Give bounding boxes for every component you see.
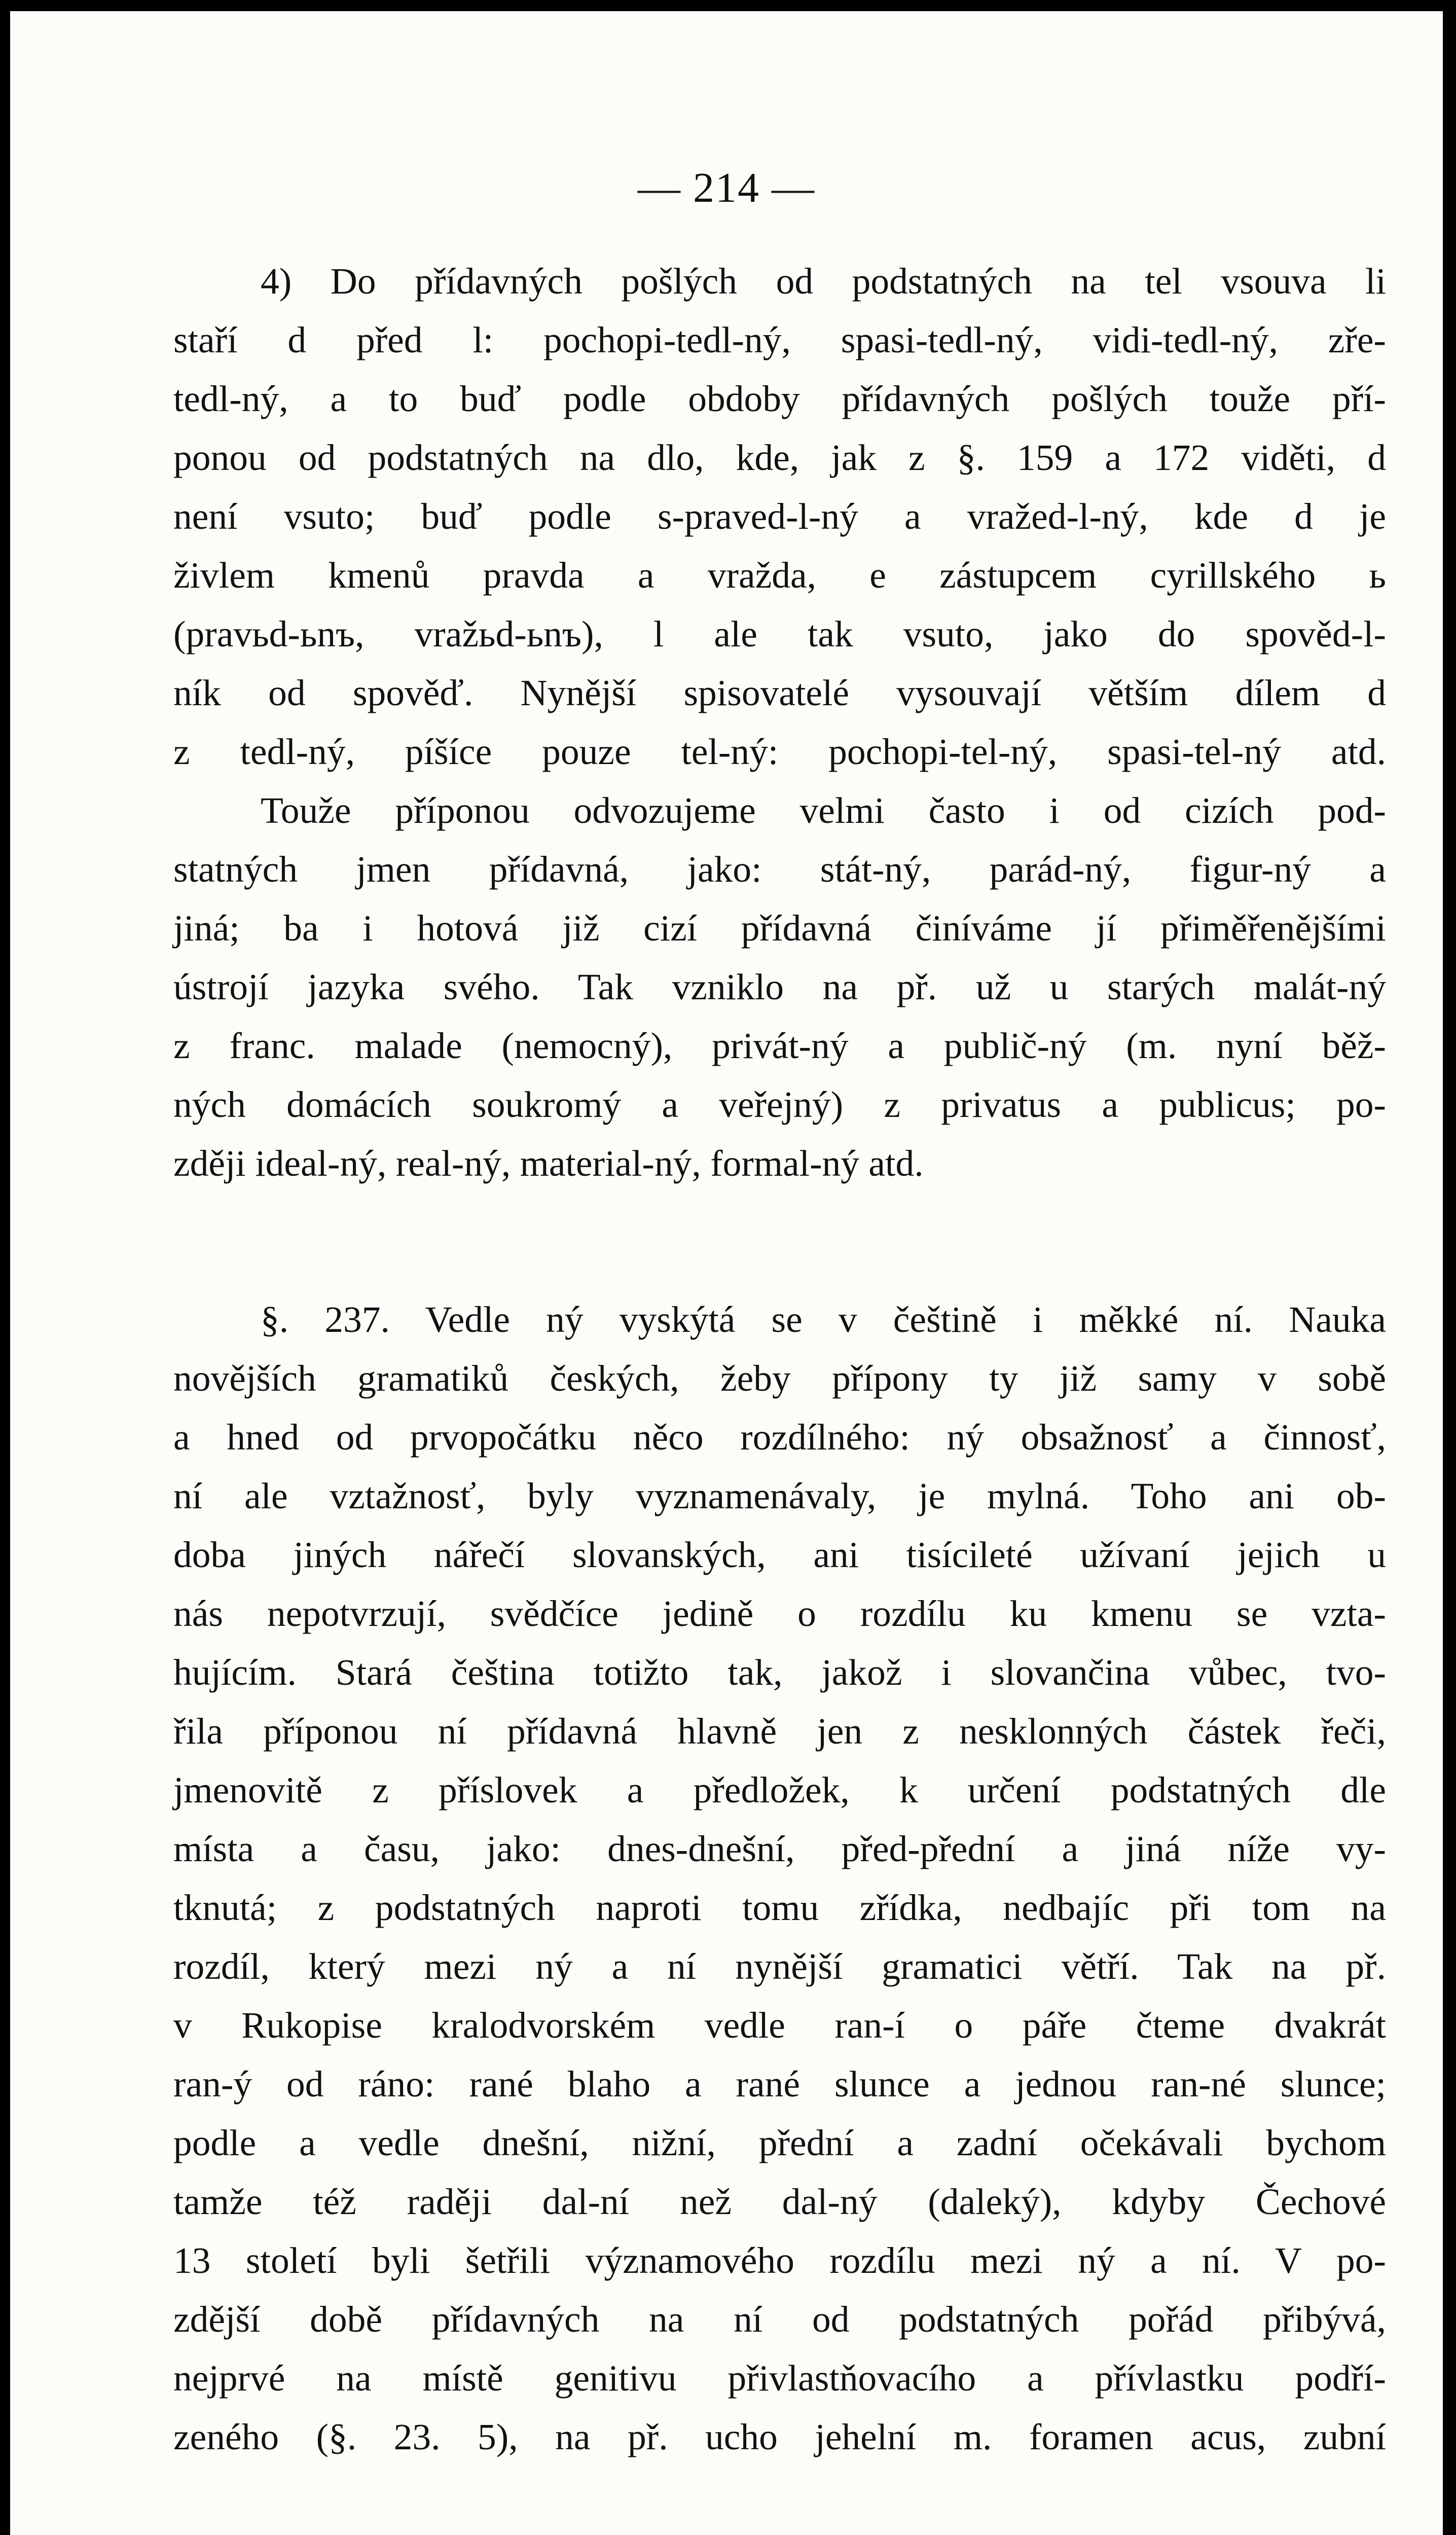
text-line: 13 století byli šetřili významového rozdílu mezi ný a ní. V po- <box>173 2240 1386 2281</box>
text-line: statných jmen přídavná, jako: stát-ný, parád-ný, figur-ný a <box>173 849 1386 890</box>
text-line: není vsuto; buď podle s-praved-l-ný a vražed-l-ný, kde d je <box>173 496 1386 537</box>
text-line: staří d před l: pochopi-tedl-ný, spasi-tedl-ný, vidi-tedl-ný, zře- <box>173 319 1386 360</box>
text-line: zději ideal-ný, real-ný, material-ný, formal-ný atd. <box>173 1143 924 1184</box>
text-line: zdější době přídavných na ní od podstatných pořád přibývá, <box>173 2299 1386 2340</box>
text-line: Touže příponou odvozujeme velmi často i od cizích pod- <box>261 790 1386 831</box>
text-line: ní ale vztažnosť, byly vyznamenávaly, je mylná. Toho ani ob- <box>173 1475 1386 1516</box>
text-line: ran-ý od ráno: rané blaho a rané slunce a jednou ran-né slunce; <box>173 2063 1386 2105</box>
paragraph <box>173 1290 1386 2467</box>
page-body <box>173 252 1386 2467</box>
text-line: ník od spověď. Nynější spisovatelé vysouvají větším dílem d <box>173 672 1386 713</box>
text-line: tknutá; z podstatných naproti tomu zřídka, nedbajíc při tom na <box>173 1887 1386 1928</box>
text-line: z franc. malade (nemocný), privát-ný a publič-ný (m. nyní běž- <box>173 1025 1386 1066</box>
text-line: zeného (§. 23. 5), na př. ucho jehelní m. foramen acus, zubní <box>173 2416 1386 2457</box>
text-line: nejprvé na místě genitivu přivlastňovacího a přívlastku podří- <box>173 2358 1386 2399</box>
text-line: jiná; ba i hotová již cizí přídavná činíváme jí přiměřenějšími <box>173 908 1386 949</box>
text-line: řila příponou ní přídavná hlavně jen z nesklonných částek řeči, <box>173 1711 1386 1752</box>
text-line: podle a vedle dnešní, nižní, přední a zadní očekávali bychom <box>173 2122 1386 2163</box>
text-line: tamže též raději dal-ní než dal-ný (daleký), kdyby Čechové <box>173 2181 1386 2222</box>
text-line: v Rukopise kralodvorském vedle ran-í o páře čteme dvakrát <box>173 2005 1386 2046</box>
text-line: rozdíl, který mezi ný a ní nynější gramatici větří. Tak na př. <box>173 1946 1386 1987</box>
text-line: (pravьd-ьnъ, vražьd-ьnъ), l ale tak vsuto, jako do spověd-l- <box>173 613 1386 655</box>
text-line: místa a času, jako: dnes-dnešní, před-přední a jiná níže vy- <box>173 1828 1386 1869</box>
text-line: a hned od prvopočátku něco rozdílného: ný obsažnosť a činnosť, <box>173 1417 1386 1458</box>
text-line: doba jiných nářečí slovanských, ani tisícileté užívaní jejich u <box>173 1534 1386 1575</box>
book-page <box>10 11 1443 2535</box>
text-line: jmenovitě z příslovek a předložek, k určení podstatných dle <box>173 1769 1386 1810</box>
text-line: novějších gramatiků českých, žeby přípony ty již samy v sobě <box>173 1358 1386 1399</box>
text-line: nás nepotvrzují, svědčíce jedině o rozdílu ku kmenu se vzta- <box>173 1593 1386 1634</box>
paragraph <box>173 252 1386 781</box>
text-line: §. 237. Vedle ný vyskýtá se v češtině i měkké ní. Nauka <box>261 1299 1386 1340</box>
text-line: tedl-ný, a to buď podle obdoby přídavných pošlých touže pří- <box>173 378 1386 419</box>
text-line: živlem kmenů pravda a vražda, e zástupcem cyrillského ь <box>173 555 1386 596</box>
text-line: ponou od podstatných na dlo, kde, jak z §. 159 a 172 viděti, d <box>173 437 1386 478</box>
text-line: z tedl-ný, píšíce pouze tel-ný: pochopi-tel-ný, spasi-tel-ný atd. <box>173 731 1386 772</box>
paragraph <box>173 781 1386 1193</box>
text-line: 4) Do přídavných pošlých od podstatných na tel vsouva li <box>261 261 1386 302</box>
text-line: ústrojí jazyka svého. Tak vzniklo na př. už u starých malát-ný <box>173 966 1386 1007</box>
text-line: ných domácích soukromý a veřejný) z privatus a publicus; po- <box>173 1084 1386 1125</box>
text-line: hujícím. Stará čeština totižto tak, jakož i slovančina vůbec, tvo- <box>173 1652 1386 1693</box>
page-number: — 214 — <box>638 164 815 211</box>
